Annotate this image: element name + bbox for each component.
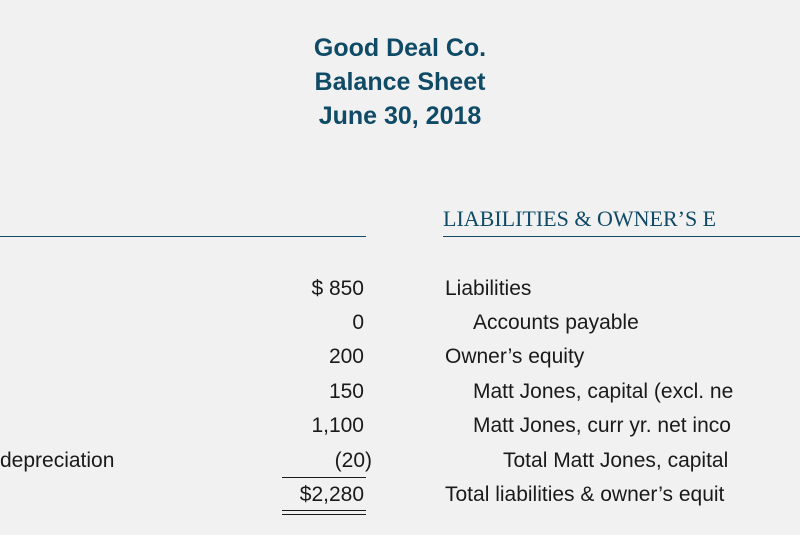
net-income-label: Matt Jones, curr yr. net inco xyxy=(473,414,731,437)
total-double-rule xyxy=(282,510,366,515)
company-name: Good Deal Co. xyxy=(313,34,487,62)
asset-amount: 150 xyxy=(328,380,364,403)
asset-amount-cash: $ 850 xyxy=(311,277,364,300)
subtotal-rule xyxy=(282,477,366,478)
statement-date: June 30, 2018 xyxy=(318,102,482,130)
total-liabilities-equity-label: Total liabilities & owner’s equit xyxy=(445,483,725,506)
asset-amount: 200 xyxy=(328,345,364,368)
asset-amount-accumulated-depreciation: (20) xyxy=(334,449,372,472)
assets-header-rule xyxy=(0,236,366,237)
total-capital-label: Total Matt Jones, capital xyxy=(503,449,729,472)
accounts-payable-label: Accounts payable xyxy=(473,311,639,334)
asset-label-depreciation: depreciation xyxy=(0,449,115,472)
liabilities-label: Liabilities xyxy=(445,277,532,300)
asset-amount: 1,100 xyxy=(311,414,364,437)
owners-equity-label: Owner’s equity xyxy=(445,345,585,368)
statement-title: Balance Sheet xyxy=(314,68,486,96)
liabilities-equity-header: LIABILITIES & OWNER’S E xyxy=(443,206,717,231)
asset-amount: 0 xyxy=(352,311,364,334)
total-assets-amount: $2,280 xyxy=(299,483,364,506)
liabilities-header-rule xyxy=(443,236,800,237)
capital-label: Matt Jones, capital (excl. ne xyxy=(473,380,734,403)
